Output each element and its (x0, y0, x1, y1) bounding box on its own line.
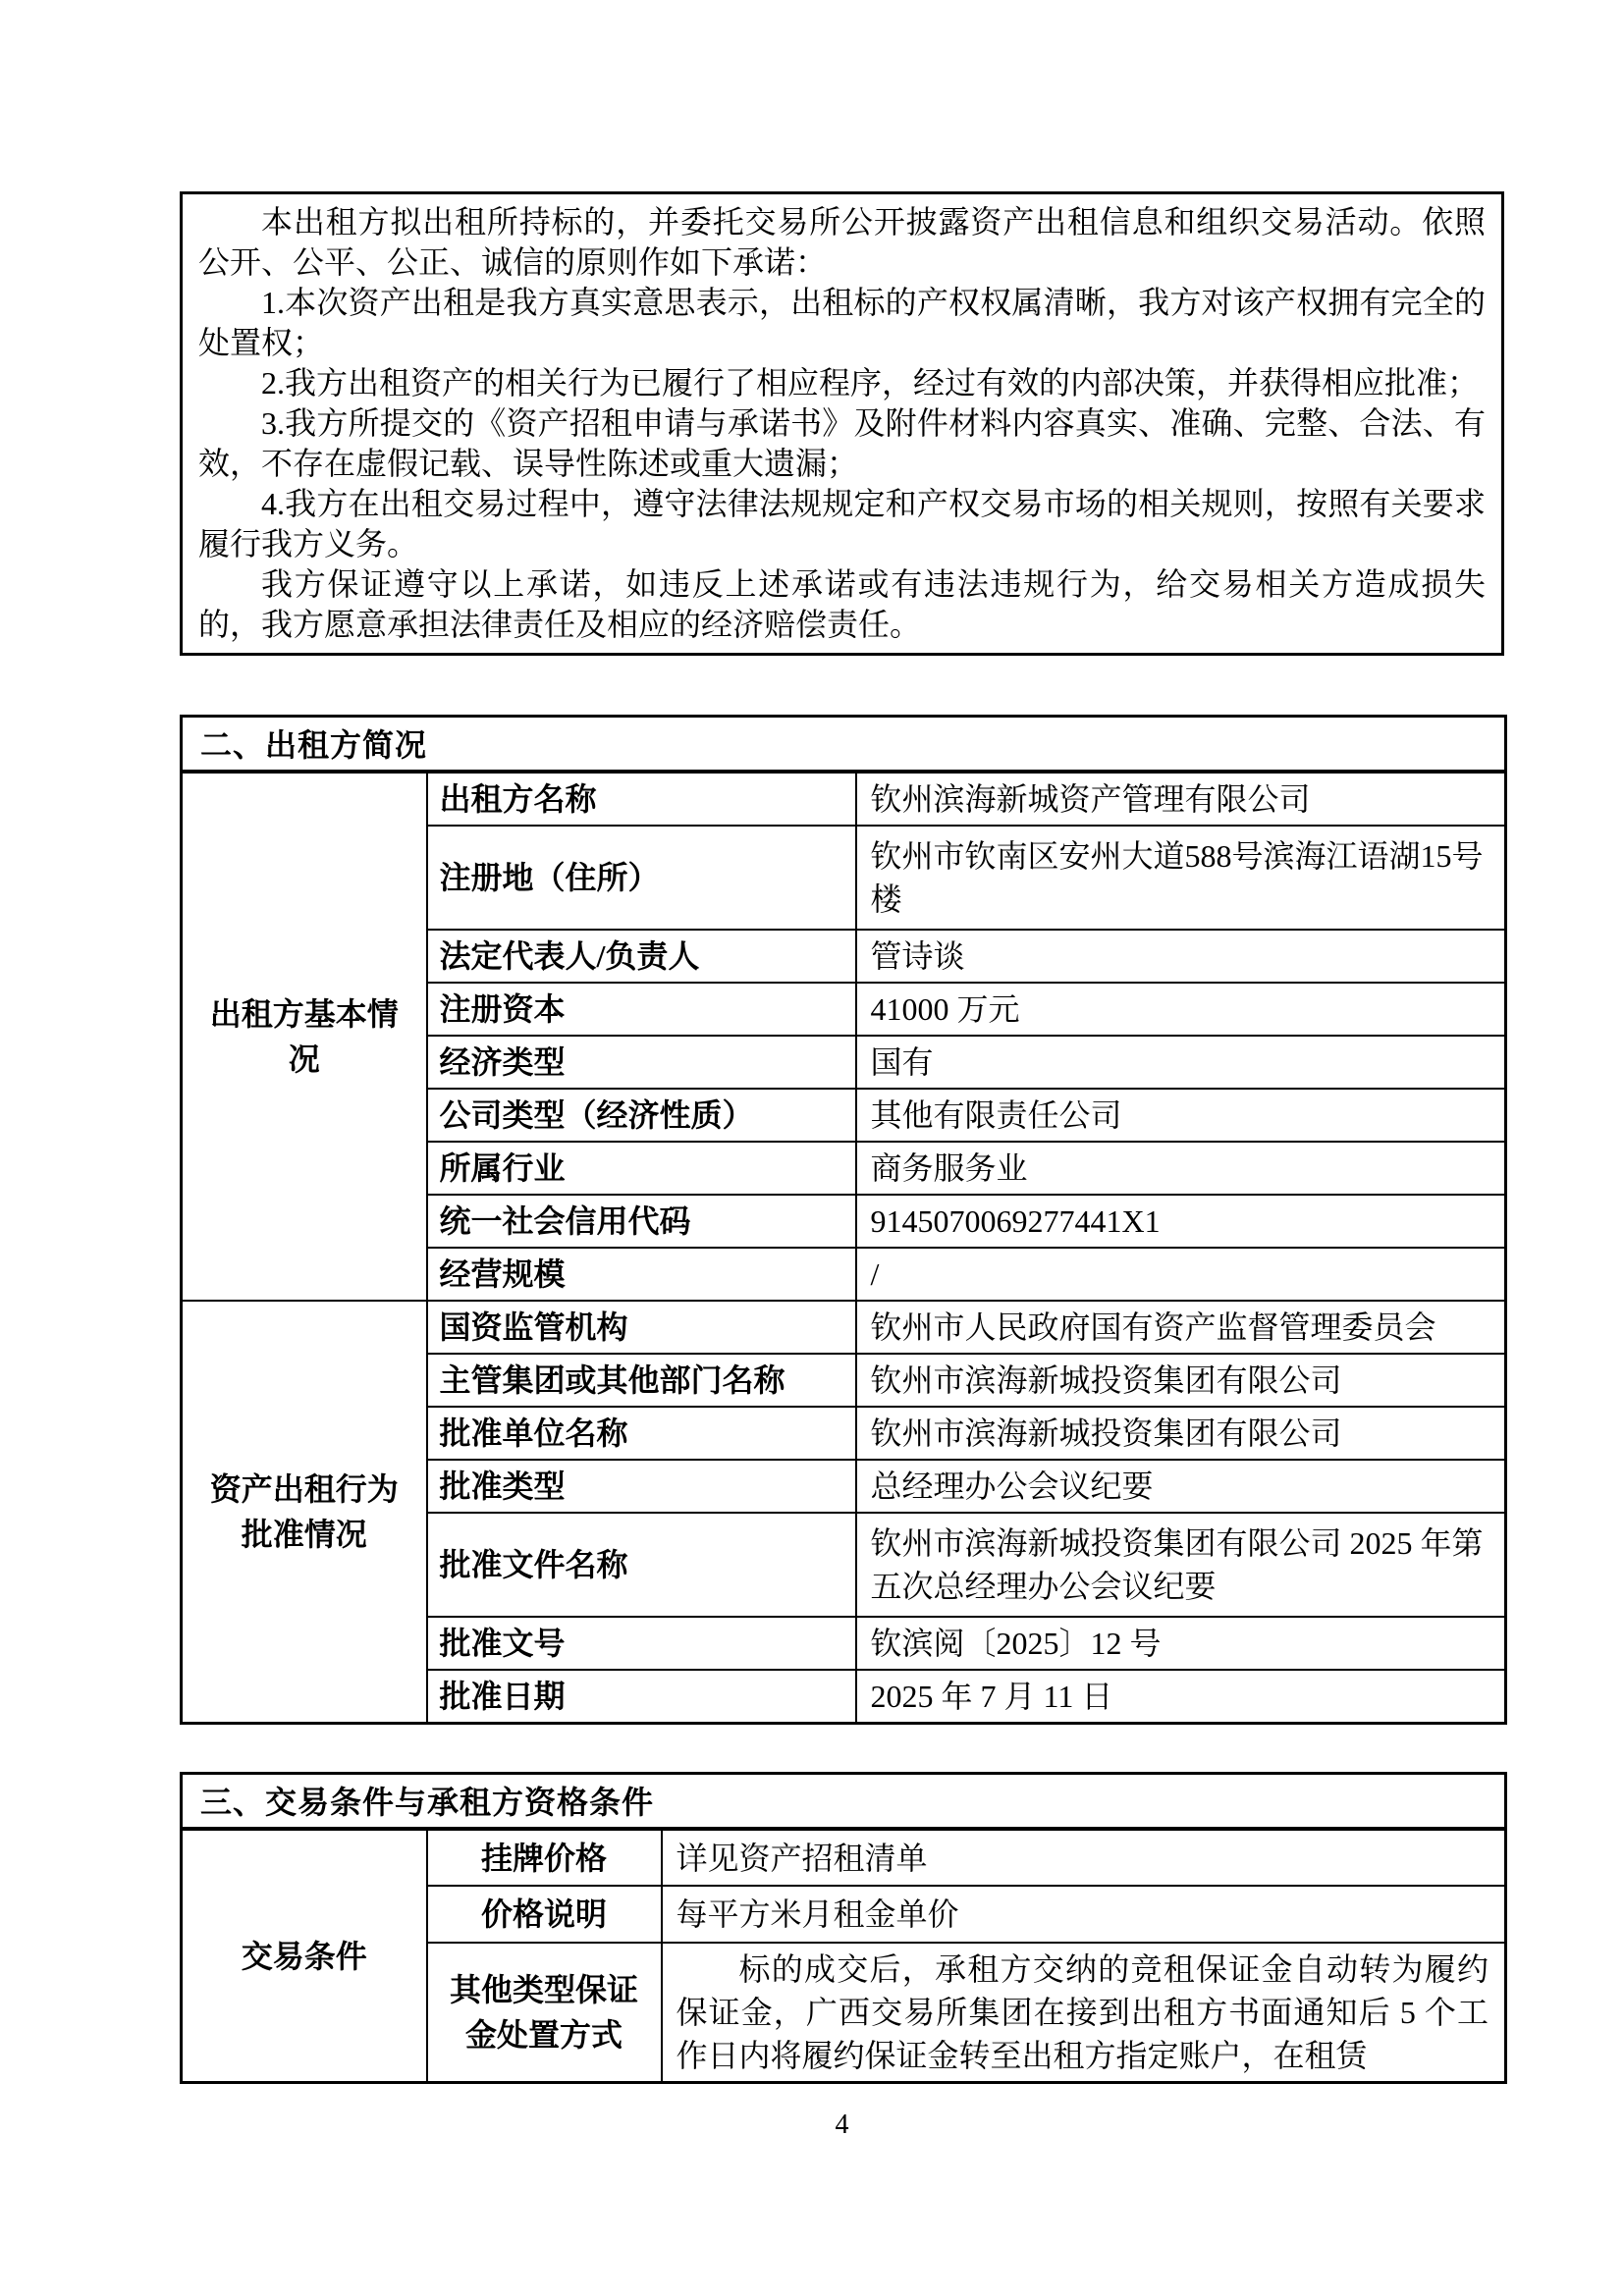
field-value: 标的成交后，承租方交纳的竞租保证金自动转为履约保证金，广西交易所集团在接到出租方书面通知后 5 个工作日内将履约保证金转至出租方指定账户，在租赁 (662, 1943, 1506, 2083)
field-label: 所属行业 (427, 1142, 856, 1195)
field-label: 经济类型 (427, 1036, 856, 1089)
field-value: 总经理办公会议纪要 (856, 1460, 1506, 1513)
field-label: 法定代表人/负责人 (427, 930, 856, 983)
group-header-approval: 资产出租行为批准情况 (182, 1301, 427, 1724)
field-value: 钦州滨海新城资产管理有限公司 (856, 772, 1506, 826)
commitment-paragraph: 我方保证遵守以上承诺，如违反上述承诺或有违法违规行为，给交易相关方造成损失的，我方愿意承担法律责任及相应的经济赔偿责任。 (198, 566, 1486, 642)
field-value: 每平方米月租金单价 (662, 1886, 1506, 1943)
field-value: 管诗谈 (856, 930, 1506, 983)
field-value: / (856, 1248, 1506, 1301)
section3-title: 三、交易条件与承租方资格条件 (182, 1773, 1506, 1829)
commitment-paragraph: 1.本次资产出租是我方真实意思表示，出租标的产权权属清晰，我方对该产权拥有完全的处置权； (198, 285, 1486, 360)
field-label: 批准文件名称 (427, 1513, 856, 1617)
field-value: 钦州市滨海新城投资集团有限公司 (856, 1407, 1506, 1460)
page-number: 4 (835, 2109, 849, 2140)
commitment-paragraph: 本出租方拟出租所持标的，并委托交易所公开披露资产出租信息和组织交易活动。依照公开、公平、公正、诚信的原则作如下承诺： (198, 204, 1486, 280)
field-value: 其他有限责任公司 (856, 1089, 1506, 1142)
field-value: 钦州市滨海新城投资集团有限公司 (856, 1354, 1506, 1407)
table-row (182, 1301, 1506, 1354)
field-value: 详见资产招租清单 (662, 1829, 1506, 1886)
field-label: 其他类型保证金处置方式 (427, 1943, 662, 2083)
table-row (182, 772, 1506, 826)
field-label: 注册地（住所） (427, 826, 856, 930)
field-label: 出租方名称 (427, 772, 856, 826)
field-label: 经营规模 (427, 1248, 856, 1301)
table-row (182, 1829, 1506, 1886)
field-value: 2025 年 7 月 11 日 (856, 1670, 1506, 1724)
field-value: 钦州市滨海新城投资集团有限公司 2025 年第五次总经理办公会议纪要 (856, 1513, 1506, 1617)
field-value: 钦州市钦南区安州大道588号滨海江语湖15号楼 (856, 826, 1506, 930)
field-value: 钦州市人民政府国有资产监督管理委员会 (856, 1301, 1506, 1354)
field-label: 批准类型 (427, 1460, 856, 1513)
field-label: 批准文号 (427, 1617, 856, 1670)
section2-title: 二、出租方简况 (182, 717, 1506, 772)
commitment-paragraph: 4.我方在出租交易过程中，遵守法律法规规定和产权交易市场的相关规则，按照有关要求履行我方义务。 (198, 486, 1486, 561)
page-content (180, 0, 1504, 2141)
field-value: 41000 万元 (856, 983, 1506, 1036)
commitment-paragraph: 3.我方所提交的《资产招租申请与承诺书》及附件材料内容真实、准确、完整、合法、有效，不存在虚假记载、误导性陈述或重大遗漏； (198, 405, 1486, 481)
field-label: 国资监管机构 (427, 1301, 856, 1354)
field-value: 钦滨阅〔2025〕12 号 (856, 1617, 1506, 1670)
commitment-box (180, 191, 1504, 656)
field-label: 统一社会信用代码 (427, 1195, 856, 1248)
group-header-trade-conditions: 交易条件 (182, 1829, 427, 2083)
field-label: 主管集团或其他部门名称 (427, 1354, 856, 1407)
trade-conditions-table (180, 1772, 1507, 2085)
field-value: 9145070069277441X1 (856, 1195, 1506, 1248)
field-label: 批准单位名称 (427, 1407, 856, 1460)
group-header-lessor-basic: 出租方基本情况 (182, 772, 427, 1301)
lessor-profile-table (180, 715, 1507, 1725)
field-label: 公司类型（经济性质） (427, 1089, 856, 1142)
field-label: 价格说明 (427, 1886, 662, 1943)
field-label: 批准日期 (427, 1670, 856, 1724)
commitment-paragraph: 2.我方出租资产的相关行为已履行了相应程序，经过有效的内部决策，并获得相应批准； (261, 365, 1480, 400)
field-label: 挂牌价格 (427, 1829, 662, 1886)
field-label: 注册资本 (427, 983, 856, 1036)
field-value: 商务服务业 (856, 1142, 1506, 1195)
field-value: 国有 (856, 1036, 1506, 1089)
